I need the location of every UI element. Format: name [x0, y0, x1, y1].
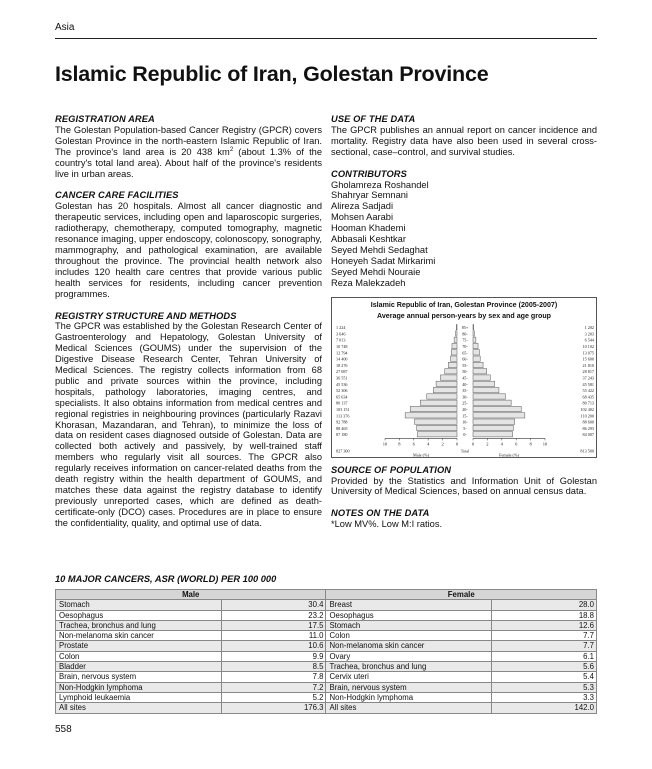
male-bar — [456, 330, 457, 335]
female-count: 28 817 — [582, 368, 594, 374]
table-cell: Lymphoid leukaemia — [56, 692, 222, 702]
x-tick-label: 0 — [471, 440, 475, 446]
age-label: 5- — [463, 425, 467, 431]
age-label: 55- — [462, 362, 468, 368]
x-tick-label: 2 — [486, 440, 489, 446]
table-cell: 5.4 — [492, 672, 597, 682]
female-bar — [473, 412, 525, 417]
x-tick-label: 4 — [500, 440, 503, 446]
table-cell: All sites — [56, 703, 222, 713]
table-cell: 3.3 — [492, 692, 597, 702]
table-row — [56, 682, 597, 692]
age-label: 60- — [462, 356, 468, 362]
page-number: 558 — [55, 724, 72, 735]
male-count: 103 151 — [336, 406, 350, 412]
table-cell: Colon — [326, 631, 492, 641]
male-bar — [456, 324, 457, 329]
table-cell: Prostate — [56, 641, 222, 651]
table-cell: 9.9 — [221, 651, 326, 661]
male-count: 113 376 — [336, 412, 350, 418]
table-cell: 5.2 — [221, 692, 326, 702]
male-bar — [451, 349, 457, 354]
table-row — [56, 651, 597, 661]
table-cell: Non-melanoma skin cancer — [326, 641, 492, 651]
use-text: The GPCR publishes an annual report on cancer incidence and mortality. Registry data have also been used in several cross-sectional, case–control, and survival studies. — [331, 124, 597, 157]
female-count: 84 007 — [582, 431, 594, 437]
x-tick-label: 6 — [515, 440, 518, 446]
table-cell: 142.0 — [492, 703, 597, 713]
chart-title: Islamic Republic of Iran, Golestan Province (2005-2007) — [370, 300, 558, 309]
table-row — [56, 672, 597, 682]
left-column — [55, 114, 322, 529]
female-bar — [473, 337, 476, 342]
table-cell: 30.4 — [221, 600, 326, 610]
table-cell: 7.7 — [492, 641, 597, 651]
x-tick-label: 0 — [455, 440, 459, 446]
female-bar — [473, 387, 499, 392]
age-label: 0- — [463, 431, 467, 437]
female-bar — [473, 356, 480, 361]
contributor-name: Hooman Khademi — [331, 223, 406, 234]
notes-text: *Low MV%. Low M:I ratios. — [331, 519, 443, 530]
female-bar — [473, 343, 478, 348]
male-count: 52 306 — [336, 387, 348, 393]
male-count: 12 794 — [336, 349, 348, 355]
structure-heading: REGISTRY STRUCTURE AND METHODS — [55, 310, 237, 321]
table-row — [56, 600, 597, 610]
age-label: 45- — [462, 375, 468, 381]
female-count: 102 402 — [580, 406, 594, 412]
x-tick-label: 8 — [529, 440, 532, 446]
contributor-name: Mohsen Aarabi — [331, 212, 394, 223]
contributor-name: Abbasali Keshtkar — [331, 234, 406, 245]
male-bar — [417, 425, 457, 430]
table-cell: 28.0 — [492, 600, 597, 610]
male-count: 3 646 — [336, 330, 346, 336]
female-count: 1 202 — [584, 324, 594, 330]
table-cell: 11.0 — [221, 631, 326, 641]
age-label: 50- — [462, 368, 468, 374]
female-count: 15 600 — [582, 356, 594, 362]
table-cell: Bladder — [56, 662, 222, 672]
female-bar — [473, 374, 490, 379]
table-cell: All sites — [326, 703, 492, 713]
female-count: 86 293 — [582, 425, 594, 431]
age-label: 10- — [462, 419, 468, 425]
age-label: 80- — [462, 330, 468, 336]
male-count: 87 180 — [336, 431, 348, 437]
table-row — [56, 692, 597, 702]
female-axis-title: Female (%) — [499, 451, 519, 457]
use-heading: USE OF THE DATA — [331, 114, 416, 124]
male-bar — [405, 412, 457, 417]
male-axis-title: Male (%) — [413, 451, 429, 457]
male-bar — [440, 374, 457, 379]
female-bar — [473, 406, 521, 411]
table-cell: Brain, nervous system — [56, 672, 222, 682]
female-count: 80 713 — [582, 400, 594, 406]
source-text: Provided by the Statistics and Information Unit of Golestan University of Medical Sciences, based on annual census data. — [331, 475, 597, 497]
table-row — [56, 610, 597, 620]
contributor-name: Shahryar Semnani — [331, 190, 408, 201]
table-cell: Stomach — [326, 620, 492, 630]
male-bar — [448, 362, 457, 367]
male-count: 27 087 — [336, 368, 348, 374]
population-pyramid — [331, 297, 597, 458]
male-bar — [410, 406, 457, 411]
female-count: 45 581 — [582, 381, 594, 387]
chart-subtitle: Average annual person-years by sex and age group — [377, 312, 551, 321]
table-cell: 18.8 — [492, 610, 597, 620]
male-count: 18 276 — [336, 362, 348, 368]
table-cell: 23.2 — [221, 610, 326, 620]
male-count: 7 013 — [336, 337, 346, 343]
female-bar — [473, 349, 479, 354]
male-bar — [445, 368, 457, 373]
contributor-name: Seyed Mehdi Sedaghat — [331, 244, 428, 255]
pyramid-svg — [332, 320, 598, 457]
male-header: Male — [56, 590, 326, 600]
female-count: 10 102 — [582, 343, 594, 349]
female-bar — [473, 431, 513, 436]
table-row — [56, 641, 597, 651]
female-count: 21 810 — [582, 362, 594, 368]
female-header: Female — [326, 590, 597, 600]
age-label: 25- — [462, 400, 468, 406]
age-label: 30- — [462, 393, 468, 399]
x-tick-label: 10 — [382, 440, 388, 446]
x-tick-label: 6 — [412, 440, 415, 446]
source-heading: SOURCE OF POPULATION — [331, 464, 452, 475]
x-tick-label: 8 — [398, 440, 401, 446]
male-bar — [454, 337, 457, 342]
notes-heading: NOTES ON THE DATA — [331, 508, 430, 519]
female-count: 110 200 — [580, 412, 594, 418]
contributor-name: Reza Malekzadeh — [331, 277, 406, 288]
table-cell: 5.6 — [492, 662, 597, 672]
male-bar — [417, 431, 457, 436]
table-row — [56, 703, 597, 713]
contributor-name: Gholamreza Roshandel — [331, 179, 429, 190]
female-count: 55 422 — [582, 387, 594, 393]
male-bar — [433, 387, 457, 392]
table-cell: 176.3 — [221, 703, 326, 713]
contributor-name: Seyed Mehdi Nouraie — [331, 266, 421, 277]
female-bar — [473, 368, 487, 373]
male-count: 14 400 — [336, 356, 348, 362]
male-count: 1 224 — [336, 324, 346, 330]
table-cell: 17.5 — [221, 620, 326, 630]
age-label: 15- — [462, 412, 468, 418]
male-count: 45 536 — [336, 381, 348, 387]
table-cell: 5.3 — [492, 682, 597, 692]
female-count: 37 243 — [582, 375, 594, 381]
contributors-heading: CONTRIBUTORS — [331, 168, 407, 179]
female-bar — [473, 419, 515, 424]
page-title: Islamic Republic of Iran, Golestan Province — [55, 62, 489, 86]
table-cell: Ovary — [326, 651, 492, 661]
female-bar — [473, 381, 495, 386]
male-bar — [452, 343, 457, 348]
header-rule — [55, 38, 597, 39]
male-total: 827 300 — [336, 447, 350, 453]
male-bar — [436, 381, 457, 386]
female-bar — [473, 400, 511, 405]
contributor-name: Honeyeh Sadat Mirkarimi — [331, 255, 436, 266]
table-cell: 7.2 — [221, 682, 326, 692]
male-count: 10 748 — [336, 343, 348, 349]
table-cell: 6.1 — [492, 651, 597, 661]
table-cell: Breast — [326, 600, 492, 610]
male-count: 65 634 — [336, 393, 348, 399]
table-row — [56, 631, 597, 641]
male-count: 36 551 — [336, 375, 348, 381]
table-cell: 7.7 — [492, 631, 597, 641]
table-cell: Cervix uteri — [326, 672, 492, 682]
female-bar — [473, 330, 474, 335]
age-label: 65- — [462, 349, 468, 355]
male-count: 88 465 — [336, 425, 348, 431]
x-tick-label: 2 — [441, 440, 444, 446]
table-title: 10 MAJOR CANCERS, ASR (WORLD) PER 100 000 — [55, 574, 277, 584]
male-count: 92 788 — [336, 419, 348, 425]
table-row — [56, 662, 597, 672]
registration-text: The Golestan Population-based Cancer Registry (GPCR) covers Golestan Province in the north-eastern Islamic Republic of Iran. The province's land area is 20 438 $km^2$ (about 1.3% of the country's total land area). About half of the province's residents live in urban areas. — [55, 124, 323, 179]
table-cell: Stomach — [56, 600, 222, 610]
table-cell: 8.5 — [221, 662, 326, 672]
table-cell: Non-melanoma skin cancer — [56, 631, 222, 641]
table-cell: Non-Hodgkin lymphoma — [326, 692, 492, 702]
registration-heading: REGISTRATION AREA — [55, 114, 155, 124]
structure-text: The GPCR was established by the Golestan Research Center of Gastroenterology and Hepatology, Golestan University of Medical Sciences (GOUMS) under the supervision of the Digestive Disease Research Center, Tehran University of Medical Sciences. The registry collects information from 68 public and private sources within the province, including hospitals, pathology laboratories, imaging centres, and specialists. It also obtains information from medical centres and regional registries in neighbouring provinces (particularly Razavi Khorasan, Mazandaran, and Tehran), to minimize the loss of data on resident cases diagnosed outside of Golestan. Data are collected both actively and passively, by well-trained staff members who regularly visit all sources. The GPCR also regularly receives information on cancer-related deaths from the death registry within the health department of GOUMS, and matches these data against the registry database to identify previously unreported cases, which are defined as death-certificate-only (DCO) cases. Procedures are in place to ensure the confidentiality, quality, and optimal use of data. — [55, 321, 322, 528]
major-cancers-table — [55, 589, 597, 714]
table-cell: Trachea, bronchus and lung — [326, 662, 492, 672]
female-count: 3 203 — [584, 330, 594, 336]
male-bar — [415, 419, 457, 424]
age-label: 40- — [462, 381, 468, 387]
male-count: 80 137 — [336, 400, 348, 406]
age-label: 70- — [462, 343, 468, 349]
age-label: 75- — [462, 337, 468, 343]
female-bar — [473, 425, 513, 430]
table-cell: Oesophagus — [326, 610, 492, 620]
table-cell: Non-Hodgkin lymphoma — [56, 682, 222, 692]
table-cell: Trachea, bronchus and lung — [56, 620, 222, 630]
contributor-name: Alireza Sadjadi — [331, 201, 394, 212]
female-bar — [473, 393, 505, 398]
x-tick-label: 10 — [542, 440, 548, 446]
table-row — [56, 620, 597, 630]
facilities-text: Golestan has 20 hospitals. Almost all cancer diagnostic and therapeutic services, including open and laparoscopic surgeries, radiotherapy, chemotherapy, computed tomography, magnetic resonance imaging, upper endoscopy, colonoscopy, sonography, mammography, and pathological examination, are available throughout the province. The provincial health network also includes 120 health care centres that provide various public health services for residents, including cancer prevention programmes. — [55, 201, 322, 299]
male-bar — [451, 356, 457, 361]
female-count: 68 435 — [582, 393, 594, 399]
female-total: 813 500 — [580, 447, 594, 453]
table-cell: 10.6 — [221, 641, 326, 651]
x-tick-label: 4 — [427, 440, 430, 446]
superscript: 2 — [229, 146, 234, 153]
facilities-heading: CANCER CARE FACILITIES — [55, 190, 179, 201]
table-cell: Colon — [56, 651, 222, 661]
total-label: Total — [460, 447, 470, 453]
female-count: 6 544 — [584, 337, 594, 343]
table-cell: 12.6 — [492, 620, 597, 630]
age-label: 35- — [462, 387, 468, 393]
age-label: 20- — [462, 406, 468, 412]
female-count: 88 600 — [582, 419, 594, 425]
table-cell: 7.8 — [221, 672, 326, 682]
male-bar — [427, 393, 457, 398]
contributors-list — [331, 180, 597, 289]
age-label: 85+ — [461, 324, 469, 330]
male-bar — [420, 400, 457, 405]
female-bar — [473, 362, 483, 367]
table-cell: Brain, nervous system — [326, 682, 492, 692]
right-column — [331, 114, 597, 530]
table-cell: Oesophagus — [56, 610, 222, 620]
female-bar — [473, 324, 474, 329]
region-label: Asia — [55, 22, 75, 33]
female-count: 13 075 — [582, 349, 594, 355]
